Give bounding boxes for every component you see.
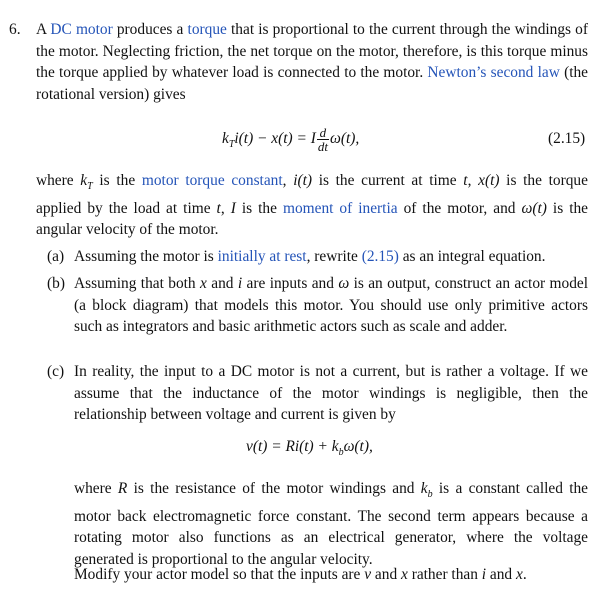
equation-2-15: $k_Ti(t) - x(t) = I$ $\frac{d}{dt}$ ω(t),	[222, 125, 360, 154]
link-newtons-second-law[interactable]: Newton’s second law	[427, 64, 560, 81]
problem-number: 6.	[9, 21, 21, 38]
where-paragraph: where $k_T$ is the motor torque constant, i(t) is the current at time t, x(t) is the torque applied by the load at time t, I is the moment of inertia of the motor, and ω(t) is the angular velocity of the motor.	[36, 172, 589, 239]
part-c-explanation: where R is the resistance of the motor windings and $k_b$ is a constant called the motor back electromagnetic force constant. The second term appears because a rotating motor also functions as an electrical generator, where the voltage generated is proportional to the angular velocity.	[74, 480, 589, 568]
part-a-label: (a)	[47, 248, 65, 265]
part-b-label: (b)	[47, 275, 65, 292]
part-a-text: Assuming the motor is initially at rest, rewrite (2.15) as an integral equation.	[74, 248, 546, 265]
link-initially-at-rest[interactable]: initially at rest	[217, 248, 307, 265]
link-moment-of-inertia[interactable]: moment of inertia	[282, 199, 398, 217]
equation-voltage: $v(t) = Ri(t) + k_b\omega(t)$,	[246, 438, 373, 459]
part-c-instruction: Modify your actor model so that the inputs are v and x rather than i and x.	[74, 566, 527, 583]
link-motor-torque-constant[interactable]: motor torque constant	[141, 172, 283, 189]
part-b-text: Assuming that both x and i are inputs and ω is an output, construct an actor model (a block diagram) that models this motor. You should use only primitive actors such as integrators and basic arithmetic actors such as scale and adder.	[74, 275, 589, 335]
link-dc-motor[interactable]: DC motor	[50, 21, 113, 38]
problem-intro: A DC motor produces a torque that is proportional to the current through the windings of the motor. Neglecting friction, the net torque on the motor, therefore, is this torque minus the torque applied by whatever load is connected to the motor. Newton’s second law (the rotational version) gives	[36, 21, 589, 103]
part-c-label: (c)	[47, 363, 65, 380]
part-c-text: In reality, the input to a DC motor is not a current, but is rather a voltage. If we assume that the inductance of the motor windings is negligible, then the relationship between voltage and current is given by	[74, 363, 588, 423]
equation-number: (2.15)	[548, 130, 586, 147]
derivative-fraction: $\frac{d}{dt}$	[317, 125, 328, 154]
link-torque[interactable]: torque	[187, 21, 227, 38]
link-eq-2-15[interactable]: (2.15)	[361, 248, 399, 265]
